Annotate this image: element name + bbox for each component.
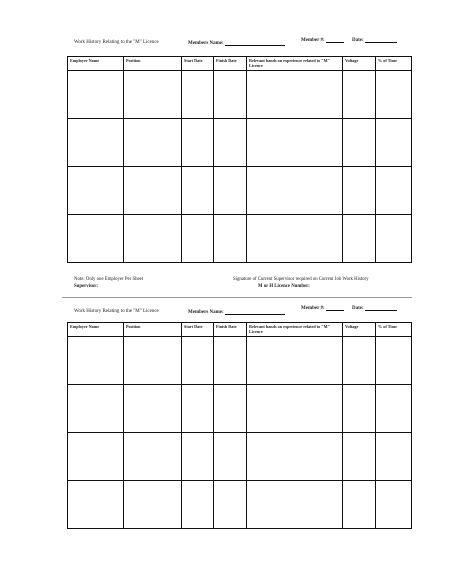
form2-cell[interactable] bbox=[376, 433, 412, 481]
form2-member-no-field[interactable] bbox=[326, 305, 344, 311]
form2-header-row bbox=[68, 323, 412, 337]
form2-cell[interactable] bbox=[376, 337, 412, 385]
signature-note: Signature of Current Supervisor required on Current Job Work History bbox=[233, 277, 369, 282]
form1-col-finish-date: Finish Date bbox=[214, 57, 247, 71]
table-row bbox=[68, 215, 412, 263]
form1-cell[interactable] bbox=[68, 71, 124, 119]
form1-cell[interactable] bbox=[124, 119, 182, 167]
form2-cell[interactable] bbox=[124, 337, 182, 385]
form2-col-start-date: Start Date bbox=[182, 323, 214, 337]
form1-cell[interactable] bbox=[124, 71, 182, 119]
form1-cell[interactable] bbox=[68, 119, 124, 167]
form1-cell[interactable] bbox=[247, 215, 343, 263]
form1-cell[interactable] bbox=[214, 71, 247, 119]
form2-cell[interactable] bbox=[343, 337, 376, 385]
form2-date-label: Date: bbox=[352, 306, 364, 311]
form2-cell[interactable] bbox=[247, 385, 343, 433]
form1-cell[interactable] bbox=[68, 167, 124, 215]
table-row bbox=[68, 71, 412, 119]
form2-member-no-label: Member #: bbox=[301, 306, 325, 311]
form1-cell[interactable] bbox=[247, 167, 343, 215]
form1-cell[interactable] bbox=[343, 215, 376, 263]
table-row bbox=[68, 337, 412, 385]
form1-title: Work History Relating to the "M" Licence bbox=[74, 40, 159, 45]
form2-work-history-table bbox=[67, 322, 412, 529]
form1-members-name bbox=[188, 40, 285, 46]
form2-cell[interactable] bbox=[343, 385, 376, 433]
form2-col-percent-time: % of Time bbox=[376, 323, 412, 337]
section-divider bbox=[62, 297, 412, 298]
table-row bbox=[68, 119, 412, 167]
form2-col-finish-date: Finish Date bbox=[214, 323, 247, 337]
form2-cell[interactable] bbox=[182, 433, 214, 481]
form1-cell[interactable] bbox=[376, 71, 412, 119]
form2-cell[interactable] bbox=[124, 481, 182, 529]
form1-member-number bbox=[301, 37, 344, 43]
form2-cell[interactable] bbox=[68, 337, 124, 385]
form2-cell[interactable] bbox=[247, 481, 343, 529]
form1-cell[interactable] bbox=[343, 167, 376, 215]
form2-col-position: Position bbox=[124, 323, 182, 337]
form1-member-no-field[interactable] bbox=[326, 37, 344, 43]
form1-col-employer-name: Employer Name bbox=[68, 57, 124, 71]
form1-cell[interactable] bbox=[182, 71, 214, 119]
form2-cell[interactable] bbox=[214, 433, 247, 481]
form1-date bbox=[352, 37, 397, 43]
form1-cell[interactable] bbox=[343, 119, 376, 167]
form1-members-name-label: Members Name: bbox=[188, 41, 224, 46]
form1-cell[interactable] bbox=[247, 71, 343, 119]
form2-cell[interactable] bbox=[214, 385, 247, 433]
form2-col-employer-name: Employer Name bbox=[68, 323, 124, 337]
table-row bbox=[68, 433, 412, 481]
form1-cell[interactable] bbox=[343, 71, 376, 119]
form2-members-name-label: Members Name: bbox=[188, 310, 224, 315]
supervisor-row bbox=[74, 284, 98, 289]
form2-cell[interactable] bbox=[376, 481, 412, 529]
form2-col-voltage: Voltage bbox=[343, 323, 376, 337]
form1-cell[interactable] bbox=[182, 215, 214, 263]
form2-cell[interactable] bbox=[247, 433, 343, 481]
form2-cell[interactable] bbox=[68, 481, 124, 529]
form2-cell[interactable] bbox=[182, 481, 214, 529]
table-row bbox=[68, 385, 412, 433]
form1-cell[interactable] bbox=[247, 119, 343, 167]
one-employer-note: Note: Only one Employer Per Sheet bbox=[74, 277, 144, 282]
form1-cell[interactable] bbox=[214, 215, 247, 263]
form2-title: Work History Relating to the "M" Licence bbox=[74, 309, 159, 314]
form2-cell[interactable] bbox=[68, 433, 124, 481]
form2-cell[interactable] bbox=[214, 481, 247, 529]
form2-cell[interactable] bbox=[247, 337, 343, 385]
form1-date-field[interactable] bbox=[365, 37, 397, 43]
form1-col-percent-time: % of Time bbox=[376, 57, 412, 71]
form1-col-position: Position bbox=[124, 57, 182, 71]
form1-date-label: Date: bbox=[352, 38, 364, 43]
form2-cell[interactable] bbox=[124, 385, 182, 433]
form1-cell[interactable] bbox=[124, 215, 182, 263]
form1-member-no-label: Member #: bbox=[301, 38, 325, 43]
table-row bbox=[68, 481, 412, 529]
form1-cell[interactable] bbox=[376, 215, 412, 263]
form1-cell[interactable] bbox=[182, 167, 214, 215]
form1-members-name-field[interactable] bbox=[225, 40, 285, 46]
form2-cell[interactable] bbox=[376, 385, 412, 433]
form1-work-history-table bbox=[67, 56, 412, 263]
form1-col-start-date: Start Date bbox=[182, 57, 214, 71]
form1-cell[interactable] bbox=[214, 167, 247, 215]
supervisor-label: Supervisor: bbox=[74, 284, 98, 289]
form1-cell[interactable] bbox=[376, 119, 412, 167]
form1-cell[interactable] bbox=[124, 167, 182, 215]
form1-header-row bbox=[68, 57, 412, 71]
form2-member-number bbox=[301, 305, 344, 311]
form1-col-experience: Relevant hands on experience related to "M" Licence bbox=[247, 57, 343, 71]
form2-members-name bbox=[188, 309, 285, 315]
form2-cell[interactable] bbox=[68, 385, 124, 433]
table-row bbox=[68, 167, 412, 215]
form2-date-field[interactable] bbox=[365, 305, 397, 311]
form1-cell[interactable] bbox=[214, 119, 247, 167]
form2-cell[interactable] bbox=[214, 337, 247, 385]
form1-cell[interactable] bbox=[376, 167, 412, 215]
form2-cell[interactable] bbox=[182, 385, 214, 433]
form2-cell[interactable] bbox=[343, 433, 376, 481]
form2-col-experience: Relevant hands on experience related to "M" Licence bbox=[247, 323, 343, 337]
form2-cell[interactable] bbox=[124, 433, 182, 481]
licence-number-label: M or H Licence Number: bbox=[258, 284, 310, 289]
form2-cell[interactable] bbox=[182, 337, 214, 385]
form2-date bbox=[352, 305, 397, 311]
form2-cell[interactable] bbox=[343, 481, 376, 529]
form1-col-voltage: Voltage bbox=[343, 57, 376, 71]
form1-cell[interactable] bbox=[182, 119, 214, 167]
form1-cell[interactable] bbox=[68, 215, 124, 263]
licence-number-row bbox=[258, 284, 310, 289]
form2-members-name-field[interactable] bbox=[225, 309, 285, 315]
